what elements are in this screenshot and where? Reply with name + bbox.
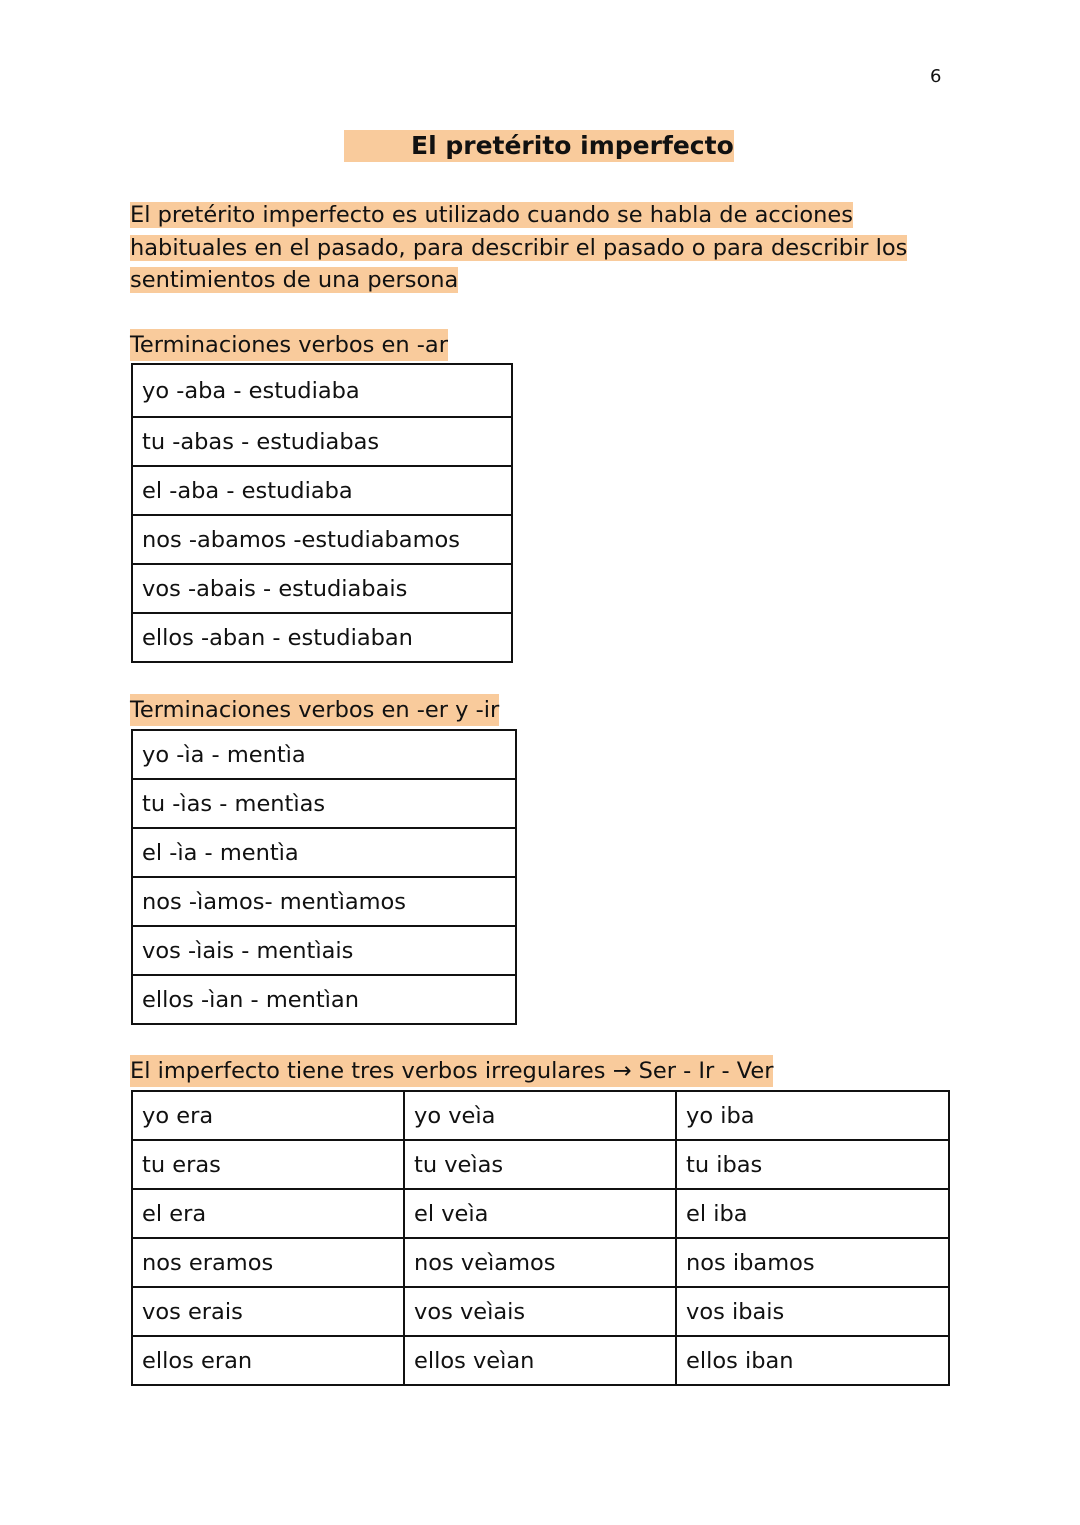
page-number: 6 [930, 66, 942, 87]
table-cell: nos -abamos -estudiabamos [132, 515, 512, 564]
table-cell: vos -ìais - mentìais [132, 926, 516, 975]
table-row [132, 975, 516, 1024]
table-row [132, 730, 516, 779]
table-cell-ser: el era [132, 1189, 404, 1238]
table-row [132, 779, 516, 828]
table-row [132, 1336, 949, 1385]
table-cell-ver: ellos veìan [404, 1336, 676, 1385]
table-cell-ver: vos veìais [404, 1287, 676, 1336]
table-cell: el -ìa - mentìa [132, 828, 516, 877]
er-ir-section-label: Terminaciones verbos en -er y -ir [130, 694, 499, 726]
intro-line-text: El pretérito imperfecto es utilizado cuando se habla de acciones [130, 202, 853, 228]
table-cell: tu -ìas - mentìas [132, 779, 516, 828]
irregular-section-label: El imperfecto tiene tres verbos irregulares → Ser - Ir - Ver [130, 1055, 773, 1087]
table-cell: vos -abais - estudiabais [132, 564, 512, 613]
table-row [132, 1189, 949, 1238]
table-cell: nos -ìamos- mentìamos [132, 877, 516, 926]
table-cell-ser: nos eramos [132, 1238, 404, 1287]
table-row [132, 564, 512, 613]
page-title: El pretérito imperfecto [411, 131, 734, 160]
er-ir-conjugation-table [131, 729, 517, 1025]
table-cell-ser: ellos eran [132, 1336, 404, 1385]
table-cell: el -aba - estudiaba [132, 466, 512, 515]
table-cell: ellos -ìan - mentìan [132, 975, 516, 1024]
table-row [132, 877, 516, 926]
table-row [132, 828, 516, 877]
table-cell-ver: nos veìamos [404, 1238, 676, 1287]
table-row [132, 613, 512, 662]
table-row [132, 364, 512, 417]
table-cell-ir: nos ibamos [676, 1238, 949, 1287]
table-cell: ellos -aban - estudiaban [132, 613, 512, 662]
irregular-verbs-table [131, 1090, 950, 1386]
table-row [132, 1140, 949, 1189]
table-row [132, 417, 512, 466]
table-cell-ser: tu eras [132, 1140, 404, 1189]
intro-paragraph [130, 199, 960, 297]
ar-section-label: Terminaciones verbos en -ar [130, 329, 448, 361]
intro-line [130, 232, 960, 265]
intro-line-text: sentimientos de una persona [130, 267, 459, 293]
table-row [132, 1287, 949, 1336]
table-cell: tu -abas - estudiabas [132, 417, 512, 466]
ar-conjugation-table [131, 363, 513, 663]
table-cell-ser: vos erais [132, 1287, 404, 1336]
table-cell-ver: el veìa [404, 1189, 676, 1238]
table-row [132, 1091, 949, 1140]
table-cell-ir: yo iba [676, 1091, 949, 1140]
table-cell: yo -aba - estudiaba [132, 364, 512, 417]
table-cell-ser: yo era [132, 1091, 404, 1140]
table-cell: yo -ìa - mentìa [132, 730, 516, 779]
intro-line-text: habituales en el pasado, para describir el pasado o para describir los [130, 234, 908, 261]
table-cell-ir: ellos iban [676, 1336, 949, 1385]
table-row [132, 466, 512, 515]
table-cell-ir: vos ibais [676, 1287, 949, 1336]
intro-line [130, 264, 960, 297]
table-row [132, 1238, 949, 1287]
table-cell-ver: yo veìa [404, 1091, 676, 1140]
table-row [132, 926, 516, 975]
table-cell-ir: tu ibas [676, 1140, 949, 1189]
table-cell-ver: tu veìas [404, 1140, 676, 1189]
intro-line [130, 199, 960, 232]
table-row [132, 515, 512, 564]
table-cell-ir: el iba [676, 1189, 949, 1238]
